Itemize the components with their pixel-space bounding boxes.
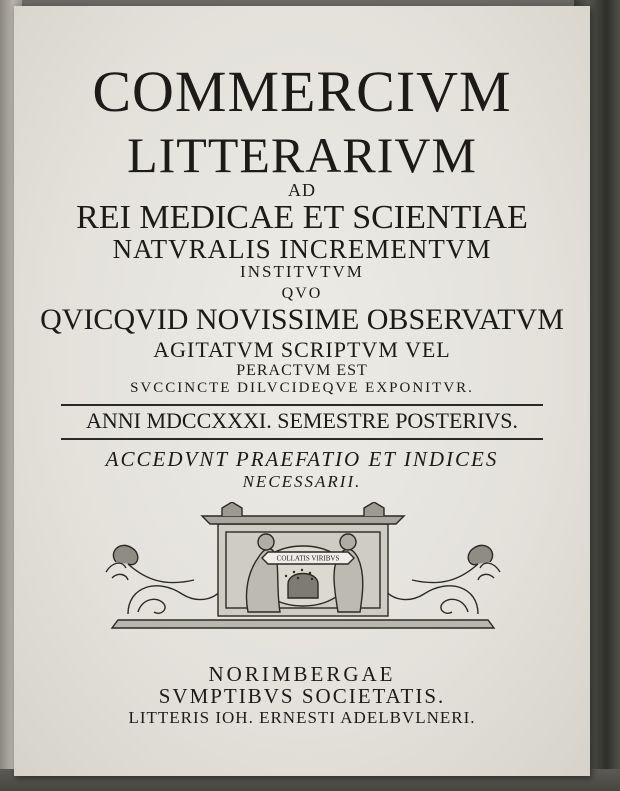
title-line-8: QVICQVID NOVISSIME OBSERVATVM	[40, 303, 564, 336]
edition-line: ANNI MDCCXXXI. SEMESTRE POSTERIVS.	[85, 408, 519, 433]
title-line-6: INSTITVTVM	[240, 262, 364, 281]
imprint-place: NORIMBERGAE	[208, 662, 396, 686]
title-line-1: COMMERCIVM	[92, 59, 512, 124]
title-line-4: REI MEDICAE ET SCIENTIAE	[76, 199, 528, 236]
title-line-3: AD	[288, 180, 316, 200]
imprint-publisher: SVMPTIBVS SOCIETATIS.	[158, 684, 446, 708]
title-line-10: PERACTVM EST	[236, 362, 368, 379]
title-line-2: LITTERARIVM	[127, 127, 477, 183]
title-line-5: NATVRALIS INCREMENTVM	[112, 234, 492, 264]
title-page	[14, 6, 590, 776]
vignette-motto: COLLATIS VIRIBVS	[276, 554, 340, 563]
top-rule	[61, 404, 543, 406]
title-line-9: AGITATVM SCRIPTVM VEL	[153, 337, 451, 362]
title-line-11: SVCCINCTE DILVCIDEQVE EXPONITVR.	[130, 380, 474, 396]
title-line-7: QVO	[281, 285, 323, 302]
imprint-printer: LITTERIS IOH. ERNESTI ADELBVLNERI.	[128, 708, 476, 727]
bottom-rule	[61, 438, 543, 440]
addendum-line-1: ACCEDVNT PRAEFATIO ET INDICES	[105, 447, 499, 471]
addendum-line-2: NECESSARII.	[242, 472, 362, 491]
engraved-vignette	[98, 502, 508, 647]
